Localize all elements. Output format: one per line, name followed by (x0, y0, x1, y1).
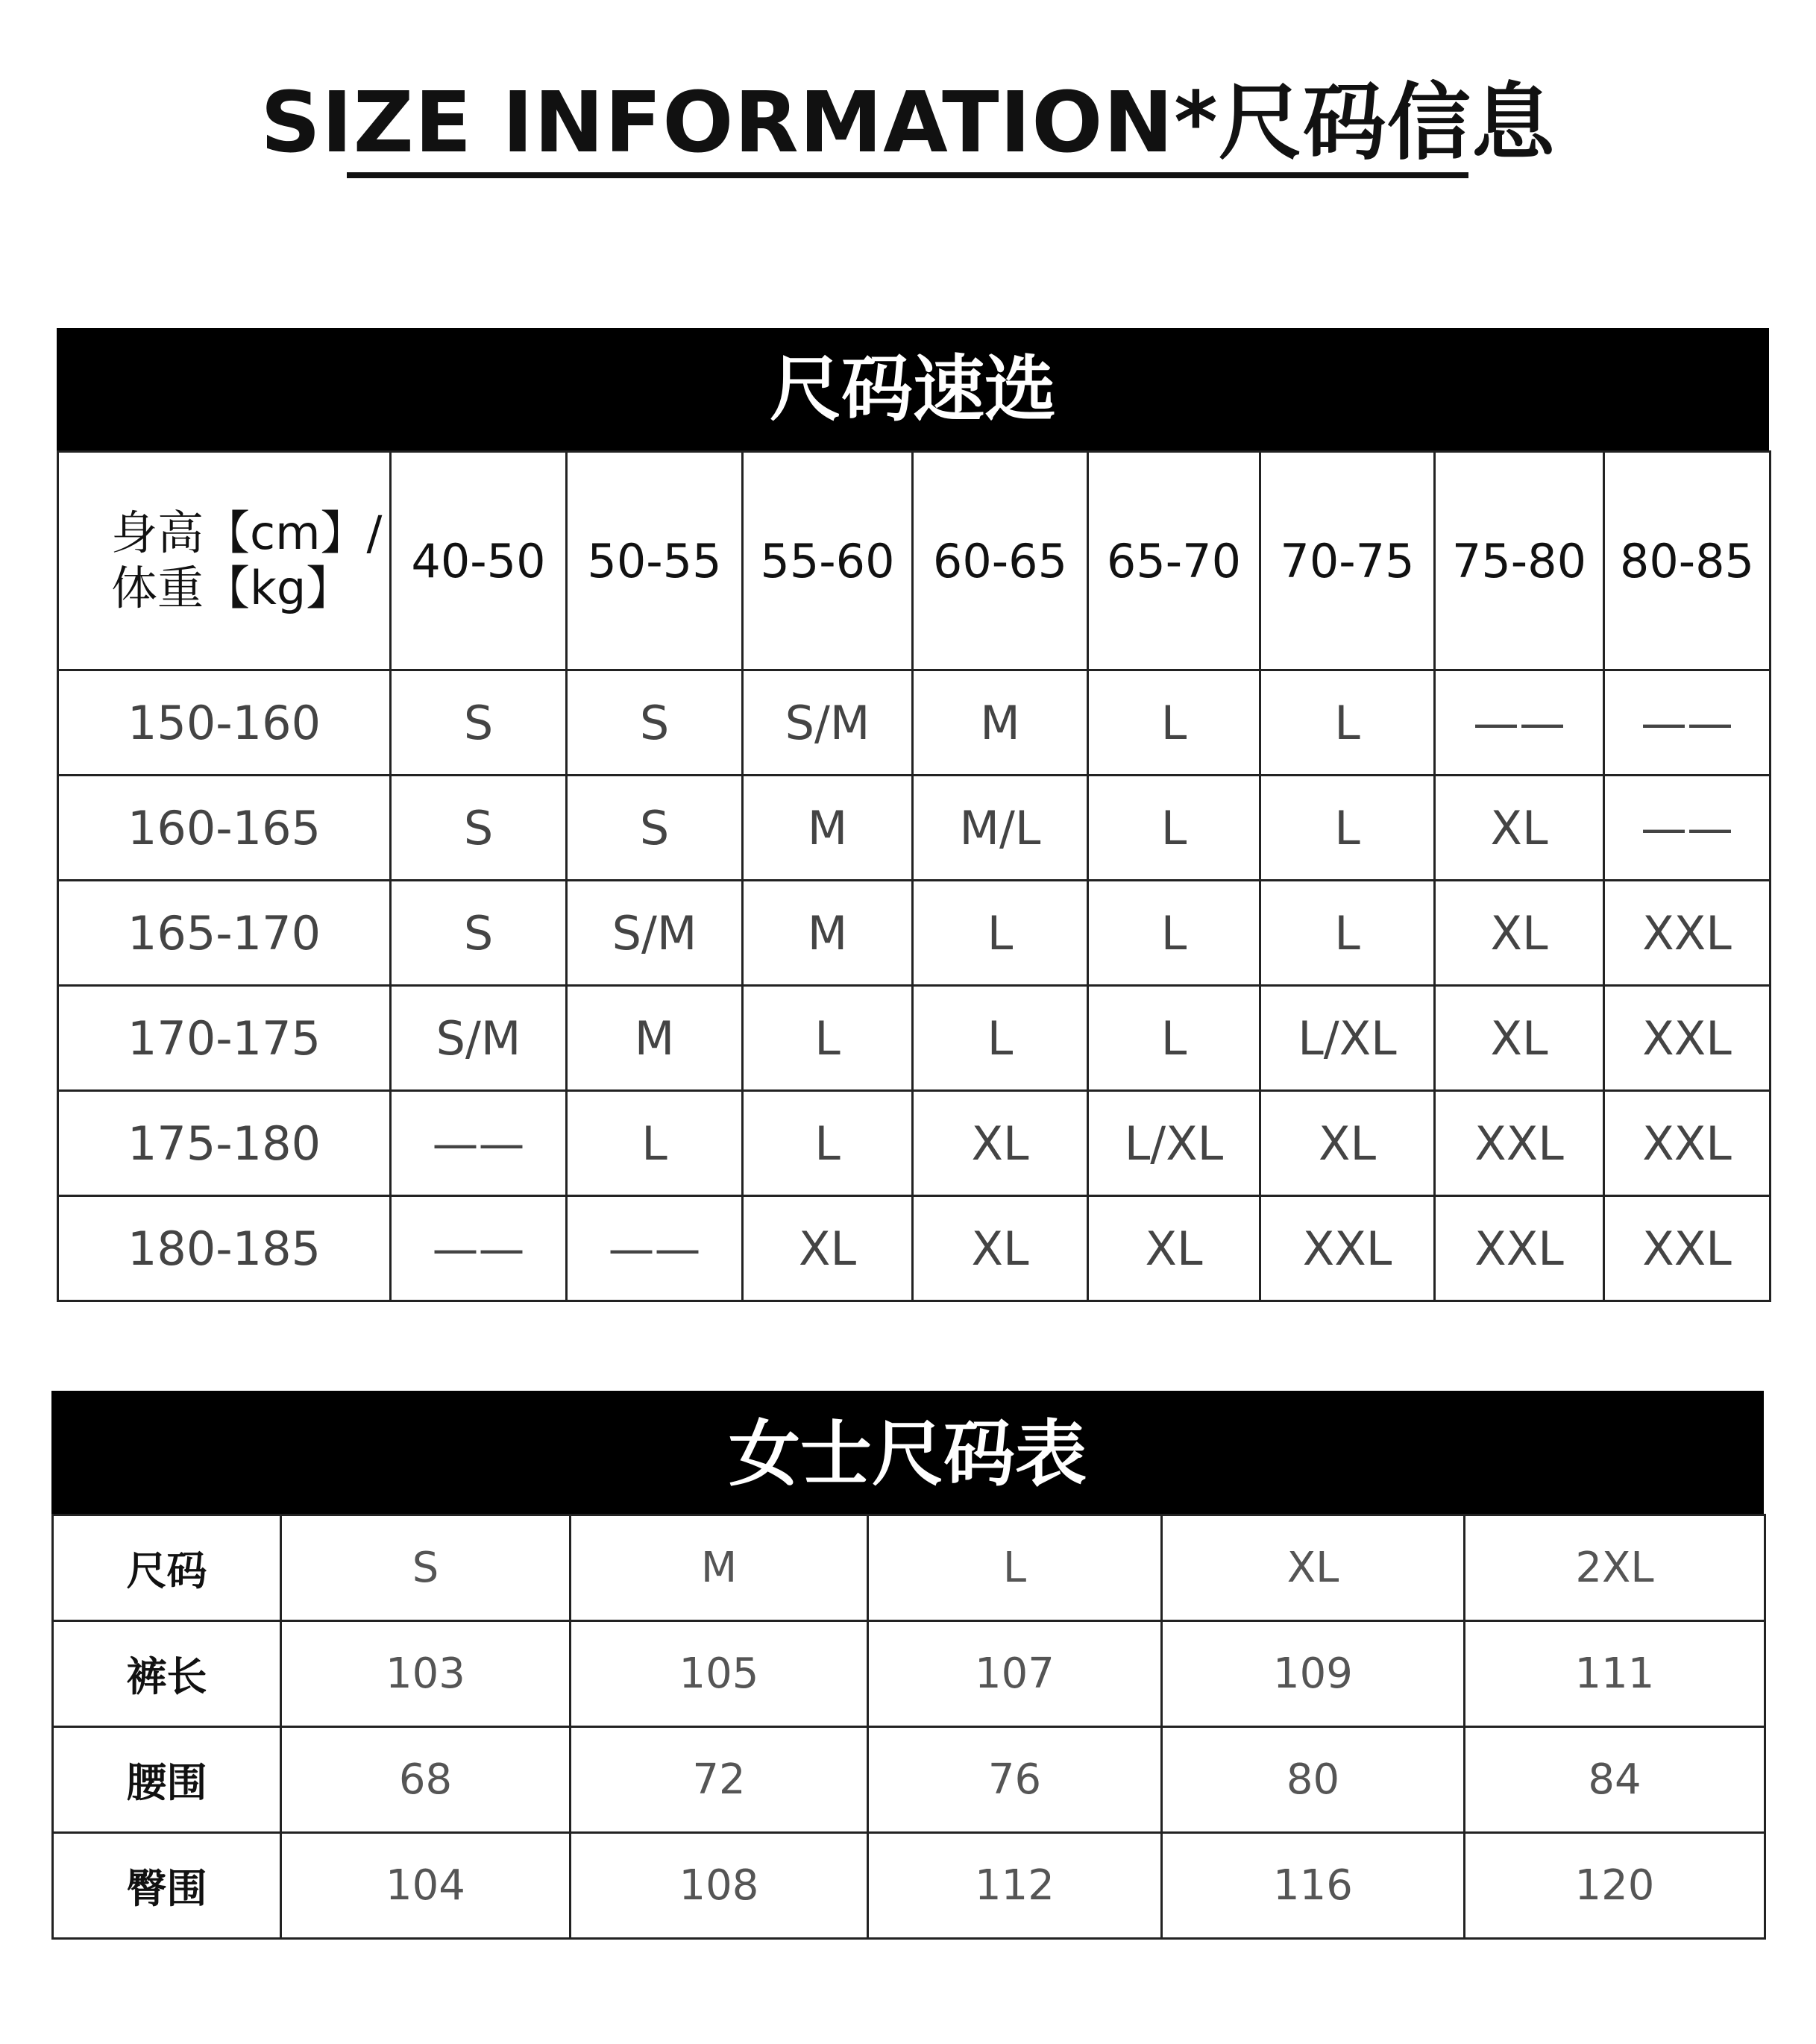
quick-size-header-row (58, 452, 1771, 670)
size-cell: XL (1260, 1091, 1435, 1196)
size-cell: L (743, 986, 913, 1091)
size-cell: XL (913, 1196, 1088, 1301)
weight-header: 40-50 (391, 452, 567, 670)
weight-header: 55-60 (743, 452, 913, 670)
size-cell: XXL (1260, 1196, 1435, 1301)
height-label: 160-165 (58, 776, 391, 881)
weight-header: 80-85 (1604, 452, 1771, 670)
size-cell: XXL (1604, 1196, 1771, 1301)
measure-cell: 107 (868, 1621, 1162, 1727)
size-cell: L/XL (1260, 986, 1435, 1091)
measure-cell: 112 (868, 1833, 1162, 1939)
table-row (58, 670, 1771, 776)
size-cell: —— (391, 1196, 567, 1301)
table-row (58, 1196, 1771, 1301)
size-cell: L (913, 986, 1088, 1091)
size-cell: S/M (567, 881, 743, 986)
quick-size-section (57, 328, 1769, 1302)
size-cell: L (913, 881, 1088, 986)
table-row (53, 1833, 1765, 1939)
size-cell: L (1088, 776, 1260, 881)
measure-cell: 109 (1162, 1621, 1465, 1727)
row-label: 裤长 (53, 1621, 281, 1727)
measure-cell: 116 (1162, 1833, 1465, 1939)
row-label: 臀围 (53, 1833, 281, 1939)
measure-cell: 80 (1162, 1727, 1465, 1833)
size-cell: L (1260, 670, 1435, 776)
table-row (58, 1091, 1771, 1196)
size-cell: —— (391, 1091, 567, 1196)
size-cell: S (567, 670, 743, 776)
measure-cell: 105 (571, 1621, 868, 1727)
row-label: 腰围 (53, 1727, 281, 1833)
size-cell: L (1260, 881, 1435, 986)
size-cell: —— (1604, 670, 1771, 776)
height-weight-header (58, 452, 391, 670)
size-cell: S/M (391, 986, 567, 1091)
table-row (53, 1727, 1765, 1833)
size-cell: —— (1604, 776, 1771, 881)
size-cell: XXL (1604, 1091, 1771, 1196)
measure-cell: L (868, 1515, 1162, 1621)
height-label: 180-185 (58, 1196, 391, 1301)
size-cell: XL (743, 1196, 913, 1301)
measure-cell: 84 (1465, 1727, 1765, 1833)
measure-cell: 108 (571, 1833, 868, 1939)
size-cell: L (1088, 881, 1260, 986)
size-cell: XL (913, 1091, 1088, 1196)
size-cell: L (1088, 670, 1260, 776)
size-cell: —— (567, 1196, 743, 1301)
table-row (53, 1515, 1765, 1621)
title-underline (347, 172, 1468, 178)
size-cell: XL (1088, 1196, 1260, 1301)
size-cell: M (743, 881, 913, 986)
women-size-table (51, 1514, 1766, 1940)
page-title: SIZE INFORMATION*尺码信息 (260, 75, 1556, 172)
height-header-label: 身高【cm】/ (111, 506, 383, 560)
quick-size-title: 尺码速选 (57, 328, 1769, 450)
size-cell: M (743, 776, 913, 881)
size-cell: S (391, 776, 567, 881)
measure-cell: 72 (571, 1727, 868, 1833)
size-cell: M (913, 670, 1088, 776)
measure-cell: M (571, 1515, 868, 1621)
table-row (58, 776, 1771, 881)
table-row (58, 986, 1771, 1091)
women-size-title: 女士尺码表 (51, 1391, 1764, 1514)
size-cell: L/XL (1088, 1091, 1260, 1196)
weight-header: 75-80 (1435, 452, 1604, 670)
row-label: 尺码 (53, 1515, 281, 1621)
measure-cell: 104 (281, 1833, 571, 1939)
size-cell: M (567, 986, 743, 1091)
size-cell: XXL (1435, 1091, 1604, 1196)
size-cell: XXL (1604, 881, 1771, 986)
measure-cell: 103 (281, 1621, 571, 1727)
height-label: 150-160 (58, 670, 391, 776)
weight-header-label: 体重【kg】 (111, 561, 353, 615)
quick-size-table (57, 450, 1771, 1302)
size-cell: S/M (743, 670, 913, 776)
size-cell: L (1088, 986, 1260, 1091)
size-cell: —— (1435, 670, 1604, 776)
size-cell: S (567, 776, 743, 881)
size-cell: XL (1435, 986, 1604, 1091)
weight-header: 65-70 (1088, 452, 1260, 670)
women-size-section (51, 1391, 1764, 1940)
table-row (53, 1621, 1765, 1727)
size-cell: XXL (1435, 1196, 1604, 1301)
measure-cell: S (281, 1515, 571, 1621)
size-cell: M/L (913, 776, 1088, 881)
measure-cell: 68 (281, 1727, 571, 1833)
measure-cell: 120 (1465, 1833, 1765, 1939)
measure-cell: 2XL (1465, 1515, 1765, 1621)
height-label: 175-180 (58, 1091, 391, 1196)
size-cell: L (743, 1091, 913, 1196)
weight-header: 50-55 (567, 452, 743, 670)
height-label: 165-170 (58, 881, 391, 986)
measure-cell: 76 (868, 1727, 1162, 1833)
weight-header: 70-75 (1260, 452, 1435, 670)
height-label: 170-175 (58, 986, 391, 1091)
size-cell: L (1260, 776, 1435, 881)
size-cell: S (391, 670, 567, 776)
size-cell: XL (1435, 881, 1604, 986)
size-cell: XL (1435, 776, 1604, 881)
weight-header: 60-65 (913, 452, 1088, 670)
measure-cell: XL (1162, 1515, 1465, 1621)
size-cell: XXL (1604, 986, 1771, 1091)
size-cell: L (567, 1091, 743, 1196)
size-cell: S (391, 881, 567, 986)
table-row (58, 881, 1771, 986)
measure-cell: 111 (1465, 1621, 1765, 1727)
